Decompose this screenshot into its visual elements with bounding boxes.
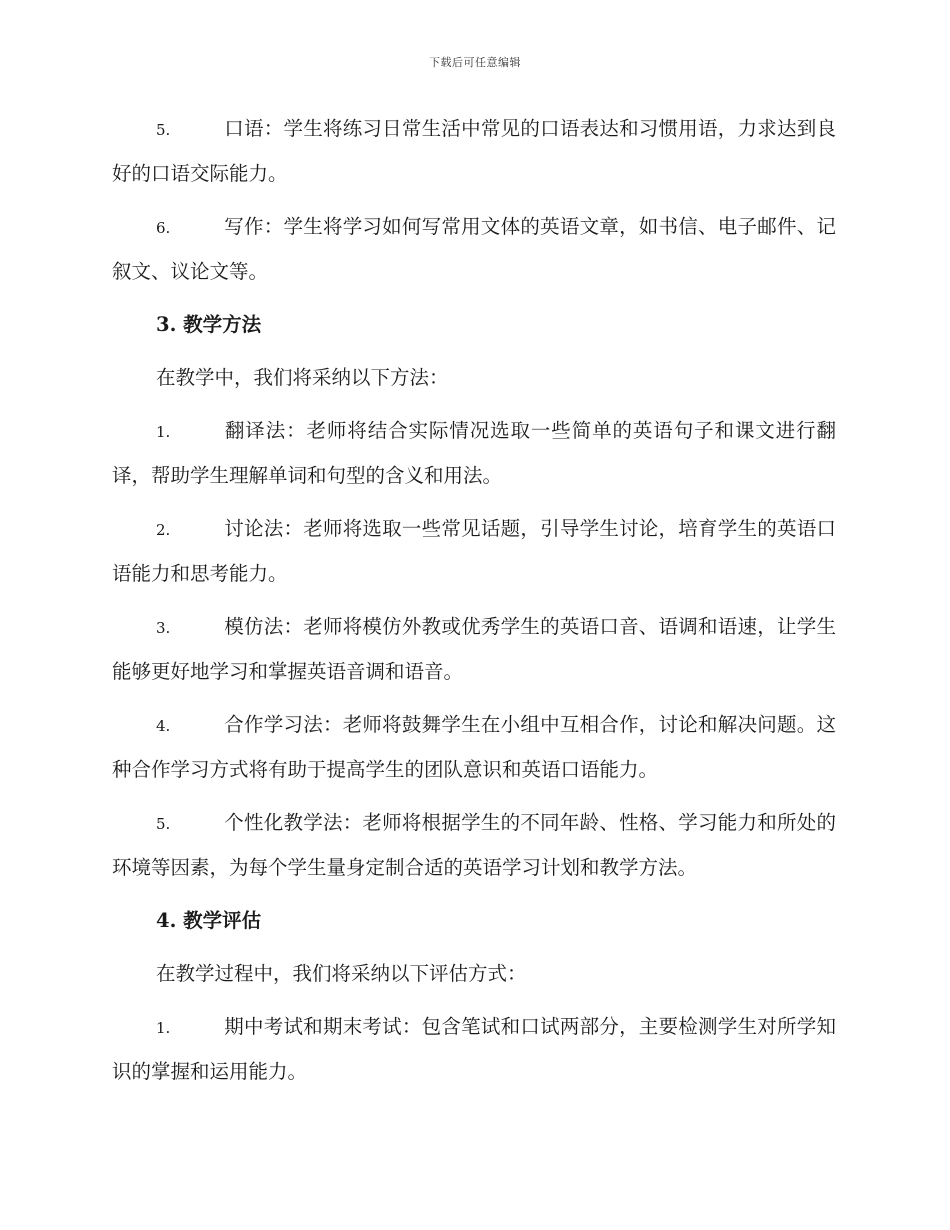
list-number: 2. (156, 521, 171, 539)
list-item (112, 507, 836, 595)
intro-paragraph: 在教学中，我们将采纳以下方法： (156, 366, 449, 389)
list-item (112, 409, 836, 497)
list-text: 期中考试和期末考试：包含笔试和口试两部分，主要检测学生对所学知识的掌握和运用能力。 (112, 1015, 836, 1083)
list-text: 讨论法：老师将选取一些常见话题，引导学生讨论，培育学生的英语口语能力和思考能力。 (112, 517, 836, 585)
list-item (112, 205, 836, 293)
document-body (112, 107, 836, 1103)
intro-paragraph: 在教学过程中，我们将采纳以下评估方式： (156, 962, 527, 985)
list-item (112, 1005, 836, 1093)
list-item (112, 801, 836, 889)
list-text: 个性化教学法：老师将根据学生的不同年龄、性格、学习能力和所处的环境等因素，为每个学生量身定制合适的英语学习计划和教学方法。 (112, 811, 836, 879)
list-item (112, 107, 836, 195)
list-number: 5. (156, 121, 171, 139)
list-text: 翻译法：老师将结合实际情况选取一些简单的英语句子和课文进行翻译，帮助学生理解单词和句型的含义和用法。 (112, 419, 836, 487)
list-number: 6. (156, 219, 171, 237)
section-heading-teaching-evaluation: 4. 教学评估 (156, 909, 262, 932)
list-text: 合作学习法：老师将鼓舞学生在小组中互相合作，讨论和解决问题。这种合作学习方式将有助于提高学生的团队意识和英语口语能力。 (112, 713, 836, 781)
list-text: 口语：学生将练习日常生活中常见的口语表达和习惯用语，力求达到良好的口语交际能力。 (112, 117, 836, 185)
list-item (112, 605, 836, 693)
list-number: 1. (156, 1019, 171, 1037)
list-item (112, 703, 836, 791)
list-number: 4. (156, 717, 171, 735)
list-number: 3. (156, 619, 171, 637)
section-heading-teaching-methods: 3. 教学方法 (156, 313, 262, 336)
list-text: 模仿法：老师将模仿外教或优秀学生的英语口音、语调和语速，让学生能够更好地学习和掌握英语音调和语音。 (112, 615, 836, 683)
list-number: 1. (156, 423, 171, 441)
page-header: 下载后可任意编辑 (429, 56, 521, 69)
list-number: 5. (156, 815, 171, 833)
list-text: 写作：学生将学习如何写常用文体的英语文章，如书信、电子邮件、记叙文、议论文等。 (112, 215, 836, 283)
